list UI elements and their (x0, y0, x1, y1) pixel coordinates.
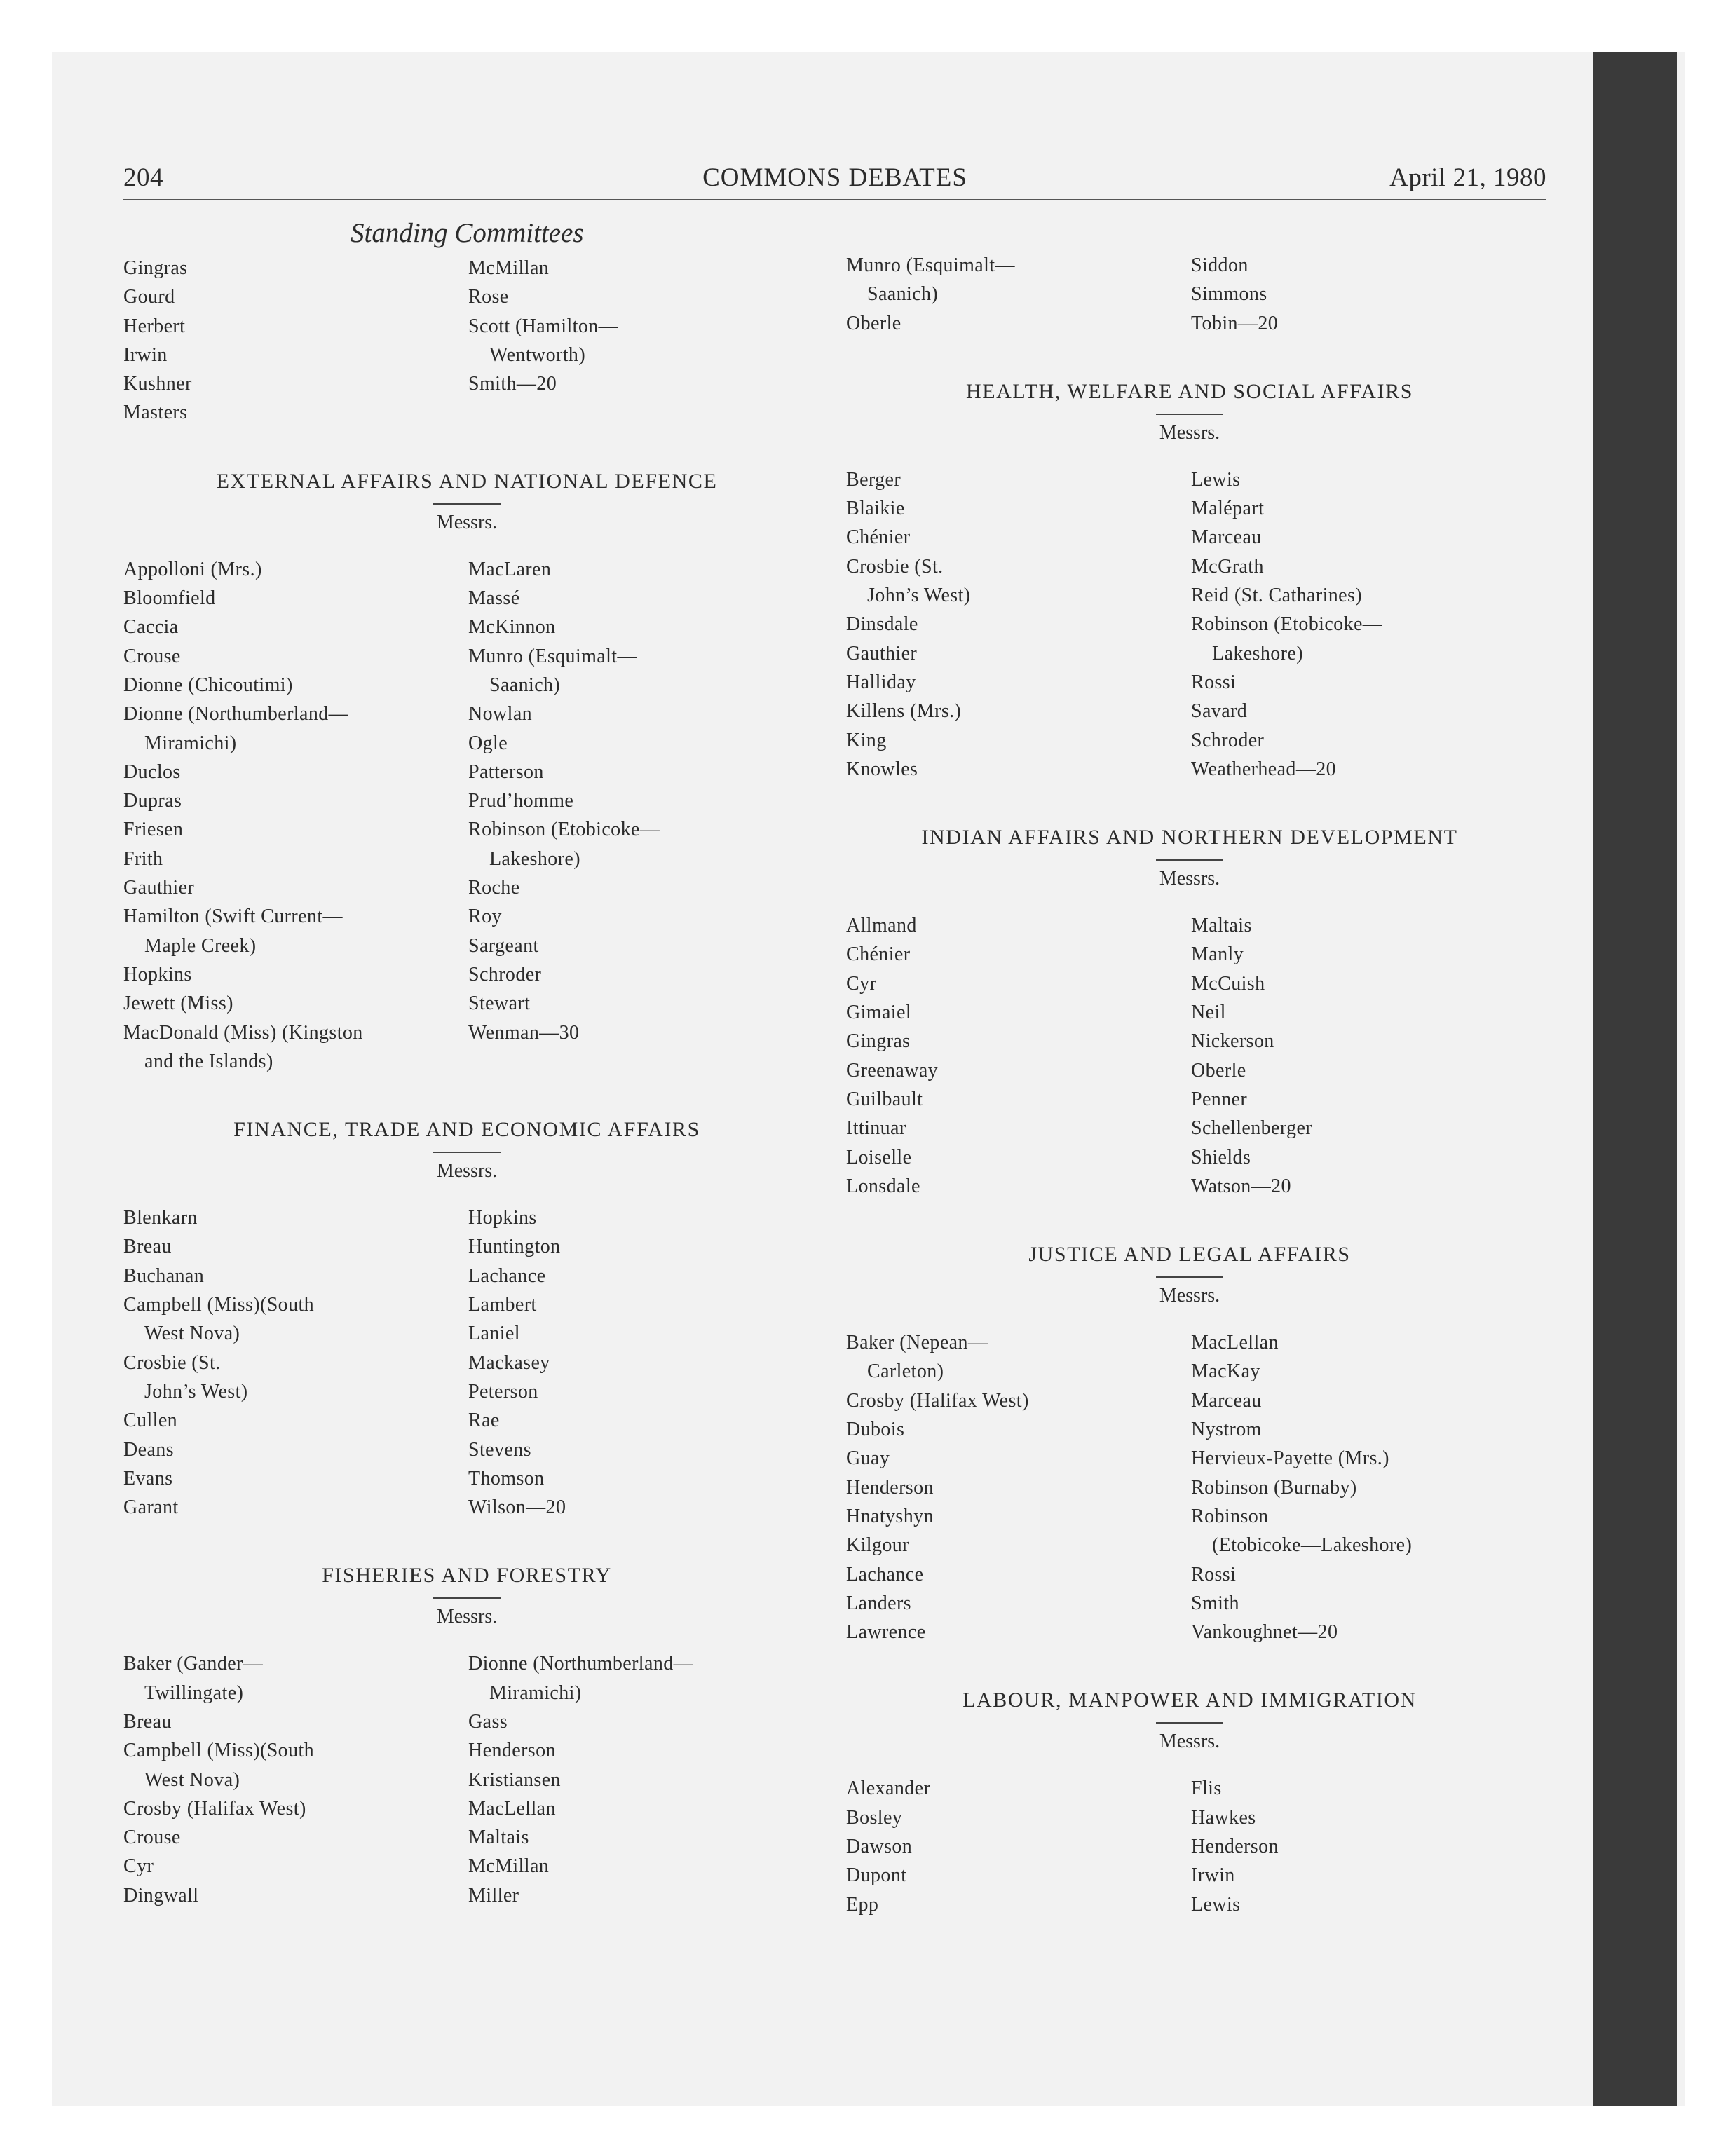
member-name-continuation: John’s West) (867, 585, 971, 607)
member-name-continuation: and the Islands) (144, 1050, 273, 1072)
member-name: Blaikie (846, 498, 905, 520)
member-name: Munro (Esquimalt— (468, 645, 637, 667)
member-name-continuation: West Nova) (144, 1323, 240, 1345)
messrs-label: Messrs. (1159, 1285, 1220, 1307)
scan-edge-bar (1593, 52, 1677, 2106)
member-name: Penner (1191, 1088, 1248, 1110)
member-name: Kilgour (846, 1534, 909, 1557)
member-column (1191, 1774, 1533, 1918)
member-name: Hamilton (Swift Current— (123, 906, 343, 928)
member-name: Siddon (1191, 254, 1248, 276)
member-column (123, 1649, 468, 1910)
member-list (846, 1774, 1533, 1918)
messrs-label: Messrs. (1159, 421, 1220, 444)
member-name: Guilbault (846, 1088, 923, 1110)
committee-section (846, 380, 1533, 784)
member-name: Gass (468, 1710, 508, 1733)
committee-title: FINANCE, TRADE AND ECONOMIC AFFAIRS (233, 1118, 700, 1142)
member-name: Gourd (123, 286, 175, 308)
member-name: Henderson (468, 1740, 556, 1762)
member-name: Tobin—20 (1191, 312, 1279, 334)
member-name: Vankoughnet—20 (1191, 1621, 1338, 1644)
member-name: Schroder (1191, 729, 1265, 751)
member-name: Hervieux-Payette (Mrs.) (1191, 1447, 1389, 1470)
member-name: Laniel (468, 1323, 520, 1345)
committee-title: EXTERNAL AFFAIRS AND NATIONAL DEFENCE (216, 469, 718, 493)
member-name: MacLaren (468, 558, 552, 580)
member-column (846, 911, 1191, 1201)
member-name: Massé (468, 587, 520, 610)
title-rule (1156, 414, 1223, 415)
member-name: Baker (Gander— (123, 1653, 264, 1675)
committee-section (846, 1688, 1533, 1918)
member-name: Marceau (1191, 526, 1262, 549)
member-name: Ogle (468, 732, 508, 754)
member-name: Huntington (468, 1236, 561, 1258)
committee-section (846, 251, 1533, 338)
member-list (846, 1328, 1533, 1646)
member-name: Nystrom (1191, 1419, 1262, 1441)
member-name: Blenkarn (123, 1207, 198, 1229)
member-column (468, 1203, 810, 1522)
member-name: Halliday (846, 671, 916, 693)
member-list (123, 555, 810, 1076)
member-name: Friesen (123, 819, 184, 841)
member-name: MacDonald (Miss) (Kingston (123, 1021, 363, 1044)
member-name: Weatherhead—20 (1191, 758, 1337, 780)
member-name-continuation: Carleton) (867, 1360, 944, 1383)
committee-title: JUSTICE AND LEGAL AFFAIRS (1028, 1243, 1351, 1267)
member-name-continuation: John’s West) (144, 1380, 248, 1403)
member-name-continuation: Lakeshore) (489, 847, 580, 870)
member-name: Loiselle (846, 1146, 912, 1168)
right-column (846, 251, 1533, 1961)
member-column (1191, 911, 1533, 1201)
member-name: Lachance (846, 1563, 924, 1585)
member-name: Caccia (123, 616, 179, 639)
member-column (468, 254, 810, 428)
member-list (123, 254, 810, 428)
title-rule (1156, 1722, 1223, 1724)
member-name: Breau (123, 1236, 172, 1258)
member-name: Watson—20 (1191, 1175, 1291, 1197)
member-column (468, 1649, 810, 1910)
messrs-label: Messrs. (436, 511, 498, 533)
member-name: McMillan (468, 1855, 550, 1878)
member-name: Cyr (123, 1855, 154, 1878)
member-name: Stevens (468, 1438, 531, 1461)
member-name: Henderson (1191, 1835, 1279, 1857)
member-name: Peterson (468, 1380, 538, 1403)
member-name: Bosley (846, 1806, 903, 1829)
member-name: Hopkins (468, 1207, 537, 1229)
member-name: Oberle (846, 312, 901, 334)
member-name: Reid (St. Catharines) (1191, 585, 1363, 607)
committee-title: LABOUR, MANPOWER AND IMMIGRATION (962, 1688, 1417, 1712)
member-column (846, 251, 1191, 338)
member-name: Scott (Hamilton— (468, 315, 619, 337)
committee-section (846, 826, 1533, 1201)
committee-section (846, 1243, 1533, 1646)
member-name: Duclos (123, 760, 181, 783)
member-name: Irwin (1191, 1864, 1235, 1887)
member-name: Evans (123, 1467, 173, 1489)
member-name: Buchanan (123, 1264, 205, 1287)
member-name: Kushner (123, 373, 192, 395)
member-name: Wenman—30 (468, 1021, 580, 1044)
member-column (123, 254, 468, 428)
member-name: Simmons (1191, 283, 1267, 306)
member-list (123, 1649, 810, 1910)
member-column (1191, 465, 1533, 784)
member-name: Crosby (Halifax West) (846, 1389, 1029, 1412)
member-name: Deans (123, 1438, 174, 1461)
member-name: Dupont (846, 1864, 907, 1887)
member-name: Mackasey (468, 1351, 550, 1374)
member-name: Berger (846, 468, 901, 491)
member-column (846, 465, 1191, 784)
member-name: Ittinuar (846, 1117, 906, 1140)
member-name: Lewis (1191, 1893, 1241, 1916)
member-name: Gauthier (846, 642, 918, 664)
member-name: Hnatyshyn (846, 1505, 934, 1527)
member-name: Campbell (Miss)(South (123, 1294, 315, 1316)
member-name: Kristiansen (468, 1768, 561, 1791)
member-name: Manly (1191, 943, 1244, 966)
member-name: Allmand (846, 915, 917, 937)
member-name: McCuish (1191, 972, 1265, 995)
title-rule (433, 503, 501, 505)
member-name: Chénier (846, 526, 911, 549)
member-name-continuation: Lakeshore) (1212, 642, 1303, 664)
header-rule (123, 199, 1546, 200)
member-name: Landers (846, 1592, 911, 1614)
member-name: Roy (468, 906, 502, 928)
member-name: McKinnon (468, 616, 556, 639)
member-list (846, 911, 1533, 1201)
member-name: MacLellan (468, 1797, 556, 1820)
member-name: Neil (1191, 1002, 1226, 1024)
issue-date: April 21, 1980 (1389, 163, 1546, 192)
member-name: Guay (846, 1447, 890, 1470)
member-column (123, 555, 468, 1076)
member-name: Irwin (123, 343, 168, 366)
member-name: Maltais (1191, 915, 1252, 937)
member-name: Crosby (Halifax West) (123, 1797, 306, 1820)
page-number: 204 (123, 163, 163, 192)
title-rule (1156, 859, 1223, 861)
member-column (123, 1203, 468, 1522)
member-name-continuation: Saanich) (867, 283, 939, 306)
member-name: Alexander (846, 1778, 931, 1800)
member-name: Rae (468, 1410, 500, 1432)
member-name-continuation: Miramichi) (489, 1681, 582, 1704)
member-name: Killens (Mrs.) (846, 700, 962, 723)
member-name: Lachance (468, 1264, 546, 1287)
title-rule (433, 1597, 501, 1599)
member-name: Epp (846, 1893, 879, 1916)
member-list (846, 465, 1533, 784)
committee-section (123, 1564, 810, 1910)
member-name: Malépart (1191, 498, 1265, 520)
member-name: Savard (1191, 700, 1248, 723)
member-name-continuation: Twillingate) (144, 1681, 244, 1704)
member-name: Dionne (Northumberland— (468, 1653, 694, 1675)
member-name: Dawson (846, 1835, 913, 1857)
member-name: Campbell (Miss)(South (123, 1740, 315, 1762)
committee-title: INDIAN AFFAIRS AND NORTHERN DEVELOPMENT (921, 826, 1458, 850)
member-name: Schellenberger (1191, 1117, 1313, 1140)
member-name: Cyr (846, 972, 877, 995)
member-column (468, 555, 810, 1076)
committee-section (123, 1118, 810, 1522)
journal-title: COMMONS DEBATES (702, 163, 967, 192)
member-name: Crouse (123, 1827, 181, 1849)
member-name: Stewart (468, 992, 531, 1015)
member-name: Maltais (468, 1827, 529, 1849)
member-name: Cullen (123, 1410, 178, 1432)
member-name: Robinson (Etobicoke— (1191, 613, 1383, 636)
member-name: Lonsdale (846, 1175, 920, 1197)
member-name: Dubois (846, 1419, 905, 1441)
messrs-label: Messrs. (1159, 1731, 1220, 1753)
member-name: Jewett (Miss) (123, 992, 233, 1015)
committee-title: FISHERIES AND FORESTRY (322, 1564, 612, 1588)
member-name: Crosbie (St. (123, 1351, 221, 1374)
messrs-label: Messrs. (436, 1606, 498, 1628)
member-name: Roche (468, 877, 520, 899)
member-name: Nickerson (1191, 1030, 1274, 1053)
member-name-continuation: Maple Creek) (144, 934, 257, 957)
member-name: Bloomfield (123, 587, 216, 610)
member-name: McGrath (1191, 555, 1264, 578)
committee-section (123, 470, 810, 1076)
messrs-label: Messrs. (436, 1160, 498, 1182)
member-column (846, 1774, 1191, 1918)
left-column (123, 254, 810, 1952)
member-name: Robinson (Etobicoke— (468, 819, 660, 841)
member-name: Lewis (1191, 468, 1241, 491)
running-title: Standing Committees (351, 218, 584, 248)
member-name: Hopkins (123, 963, 192, 985)
member-name: Miller (468, 1884, 519, 1906)
member-name: Crosbie (St. (846, 555, 944, 578)
member-name: Dingwall (123, 1884, 199, 1906)
page-header (123, 163, 1546, 205)
member-name: Wilson—20 (468, 1496, 566, 1519)
member-name-continuation: Miramichi) (144, 732, 237, 754)
member-name: Marceau (1191, 1389, 1262, 1412)
member-name: Rossi (1191, 1563, 1237, 1585)
member-name: Frith (123, 847, 163, 870)
member-name: Thomson (468, 1467, 545, 1489)
member-name: Sargeant (468, 934, 539, 957)
member-name: Smith—20 (468, 373, 557, 395)
member-name: King (846, 729, 887, 751)
member-name: Lawrence (846, 1621, 926, 1644)
member-name: Smith (1191, 1592, 1239, 1614)
member-name: Dinsdale (846, 613, 918, 636)
member-name: Prud’homme (468, 790, 574, 812)
member-column (846, 1328, 1191, 1646)
member-name: Lambert (468, 1294, 537, 1316)
member-name-continuation: Saanich) (489, 674, 561, 696)
member-name: MacKay (1191, 1360, 1260, 1383)
title-rule (433, 1152, 501, 1153)
member-column (1191, 251, 1533, 338)
member-name: Oberle (1191, 1059, 1246, 1082)
member-name: MacLellan (1191, 1332, 1279, 1354)
committee-section (123, 254, 810, 428)
member-name: Gingras (123, 257, 188, 279)
member-name: Dionne (Northumberland— (123, 703, 349, 725)
member-name: Robinson (Burnaby) (1191, 1476, 1357, 1499)
member-name: Garant (123, 1496, 179, 1519)
member-name: Gingras (846, 1030, 911, 1053)
title-rule (1156, 1276, 1223, 1278)
member-name: Masters (123, 402, 188, 424)
member-list (846, 251, 1533, 338)
member-name: Nowlan (468, 703, 533, 725)
member-name: Knowles (846, 758, 918, 780)
member-name: Chénier (846, 943, 911, 966)
member-name: Munro (Esquimalt— (846, 254, 1015, 276)
member-name: Flis (1191, 1778, 1222, 1800)
member-name: McMillan (468, 257, 550, 279)
member-name: Henderson (846, 1476, 934, 1499)
member-name: Crouse (123, 645, 181, 667)
member-name: Gimaiel (846, 1002, 911, 1024)
member-name: Hawkes (1191, 1806, 1256, 1829)
member-name: Baker (Nepean— (846, 1332, 988, 1354)
messrs-label: Messrs. (1159, 868, 1220, 890)
member-name: Rossi (1191, 671, 1237, 693)
member-name: Dionne (Chicoutimi) (123, 674, 293, 696)
member-name-continuation: Wentworth) (489, 343, 586, 366)
member-name: Shields (1191, 1146, 1251, 1168)
member-name: Robinson (1191, 1505, 1269, 1527)
committee-title: HEALTH, WELFARE AND SOCIAL AFFAIRS (965, 379, 1414, 403)
member-name: Rose (468, 286, 509, 308)
member-list (123, 1203, 810, 1522)
member-name: Breau (123, 1710, 172, 1733)
member-name: Appolloni (Mrs.) (123, 558, 262, 580)
member-name: Schroder (468, 963, 542, 985)
member-name-continuation: (Etobicoke—Lakeshore) (1212, 1534, 1413, 1557)
member-name: Patterson (468, 760, 544, 783)
member-name: Greenaway (846, 1059, 939, 1082)
member-name: Dupras (123, 790, 182, 812)
member-name-continuation: West Nova) (144, 1768, 240, 1791)
member-name: Herbert (123, 315, 186, 337)
member-name: Gauthier (123, 877, 195, 899)
member-column (1191, 1328, 1533, 1646)
